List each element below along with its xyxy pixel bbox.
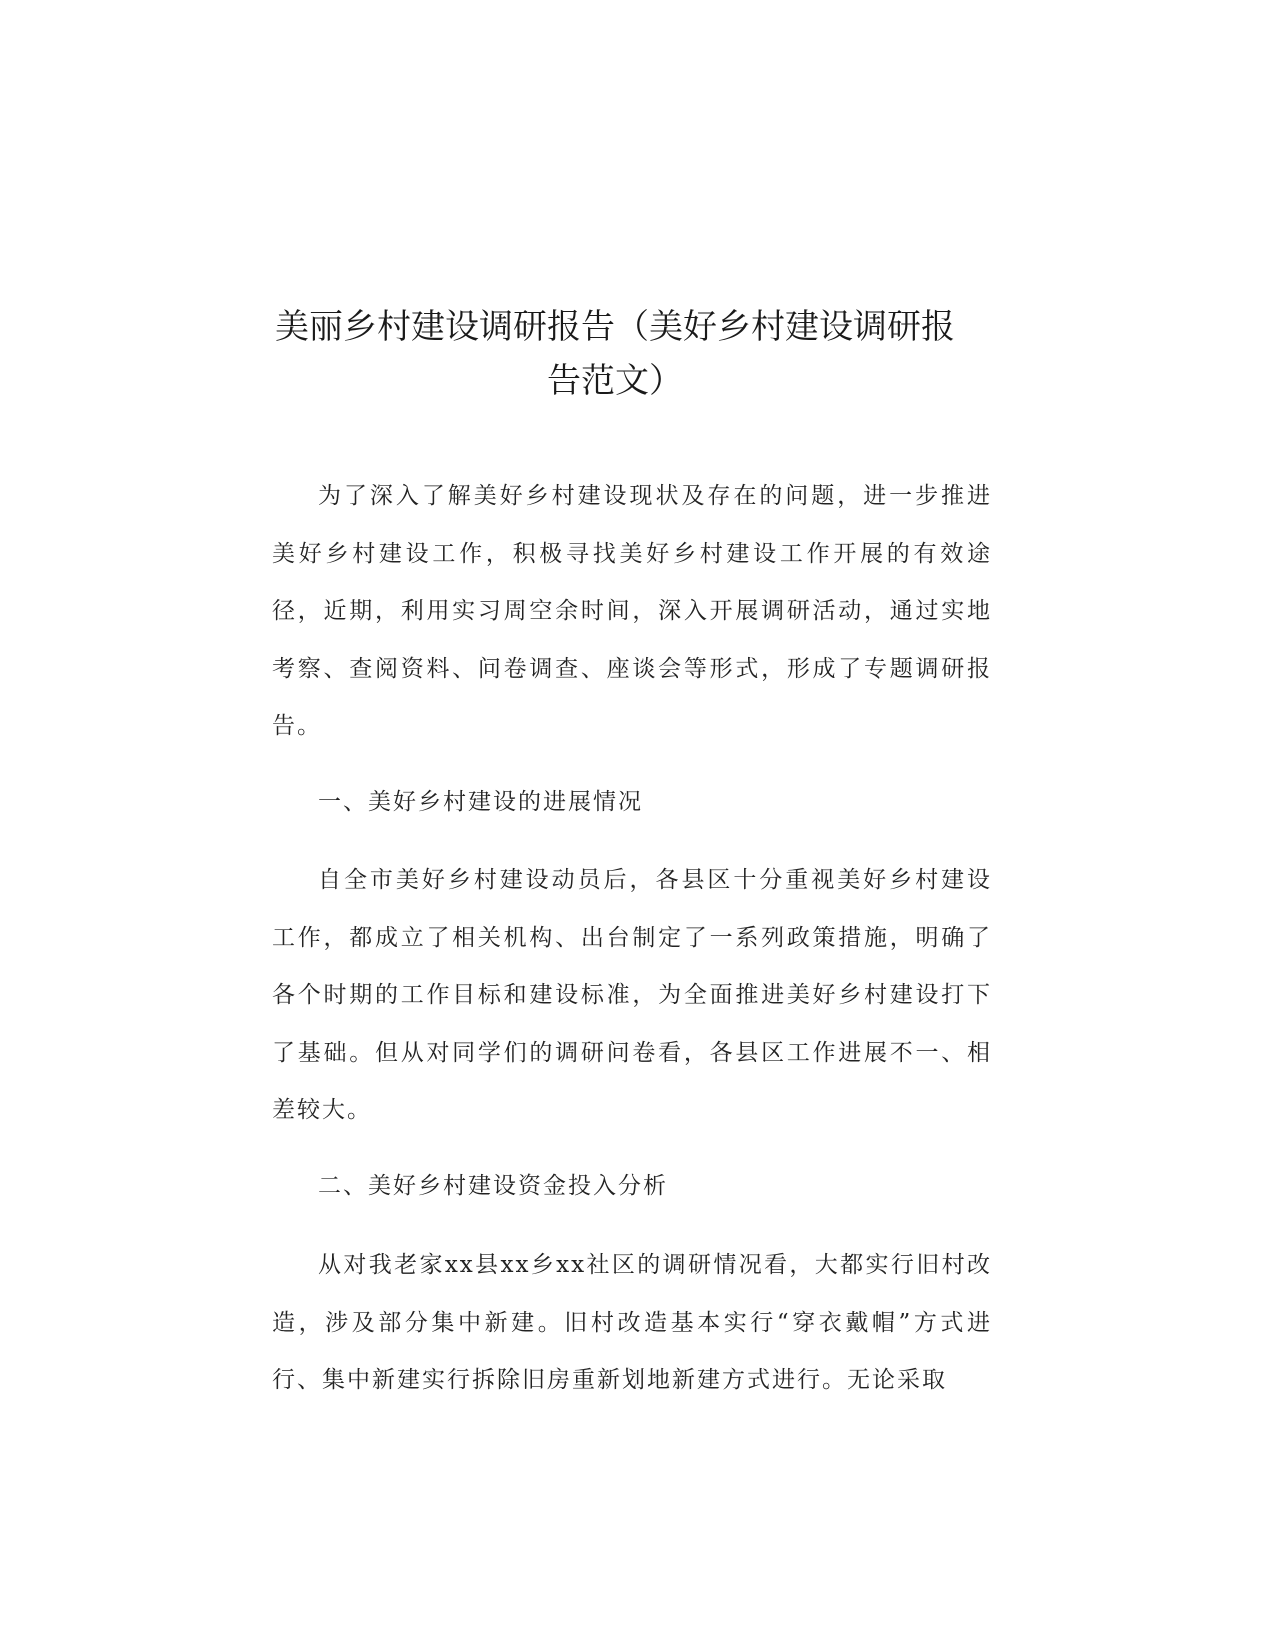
document-title: 美丽乡村建设调研报告（美好乡村建设调研报告范文）	[275, 307, 955, 401]
paragraph-funding: 从对我老家xx县xx乡xx社区的调研情况看，大都实行旧村改造，涉及部分集中新建。旧村改造基本实行“穿衣戴帽”方式进行、集中新建实行拆除旧房重新划地新建方式进行。无论采取	[272, 1252, 992, 1393]
paragraph-progress: 自全市美好乡村建设动员后，各县区十分重视美好乡村建设工作，都成立了相关机构、出台制定了一系列政策措施，明确了各个时期的工作目标和建设标准，为全面推进美好乡村建设打下了基础。但从对同学们的调研问卷看，各县区工作进展不一、相差较大。	[272, 867, 992, 1123]
document-body	[272, 468, 992, 1410]
section-heading-funding: 二、美好乡村建设资金投入分析	[318, 1172, 668, 1199]
section-heading-progress: 一、美好乡村建设的进展情况	[318, 788, 643, 815]
paragraph-intro: 为了深入了解美好乡村建设现状及存在的问题，进一步推进美好乡村建设工作，积极寻找美好乡村建设工作开展的有效途径，近期，利用实习周空余时间，深入开展调研活动，通过实地考察、查阅资料、问卷调查、座谈会等形式，形成了专题调研报告。	[272, 483, 992, 739]
